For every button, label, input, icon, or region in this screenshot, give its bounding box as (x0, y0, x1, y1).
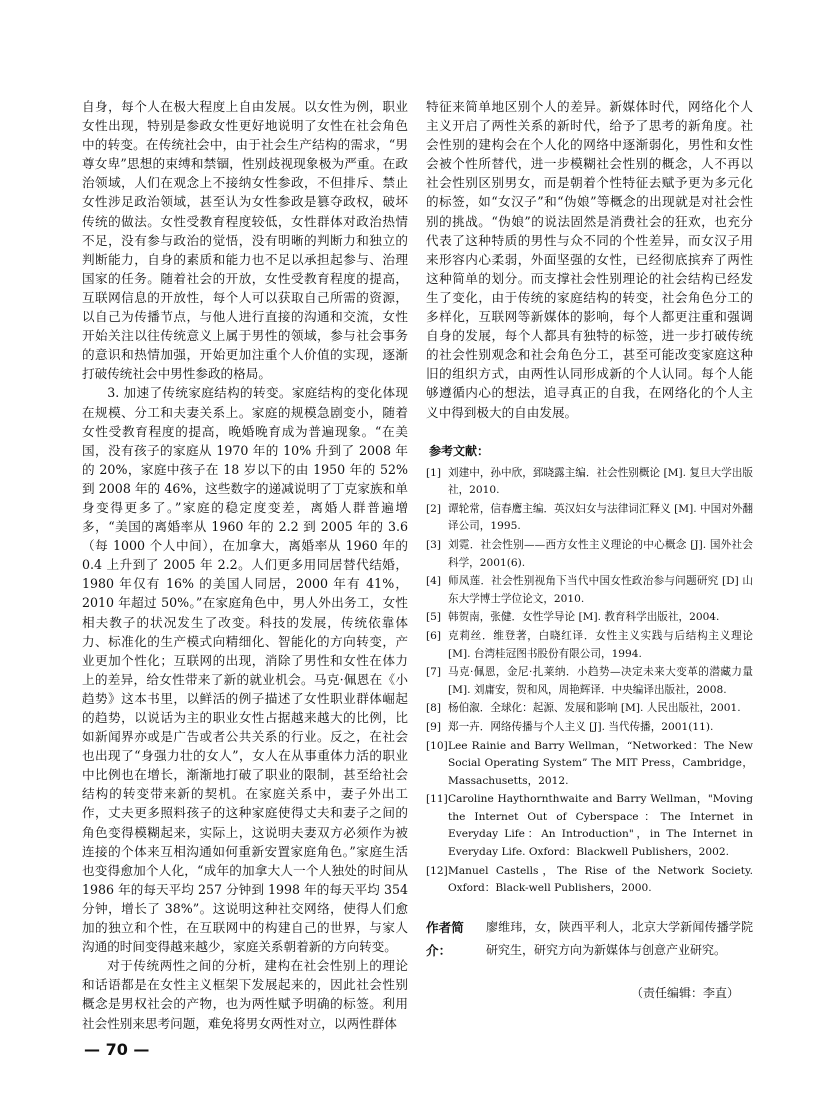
reference-item (426, 791, 753, 861)
reference-number: [12] (426, 864, 448, 877)
reference-text: 谭轮常，信春鹰主编．英汉妇女与法律词汇释义 [M]. 中国对外翻译公司，1995. (448, 502, 753, 533)
author-bio-label: 作者简介： (426, 919, 464, 958)
author-bio-text: 廖维玮，女，陕西平利人，北京大学新闻传播学院研究生，研究方向为新媒体与创意产业研究。 (486, 919, 753, 957)
reference-number: [9] (426, 720, 442, 733)
body-paragraph: 特征来简单地区别个人的差异。新媒体时代，网络化个人主义开启了两性关系的新时代，给予了思考的新角度。社会性别的建构会在个人化的网络中逐渐弱化，男性和女性会被个性所替代，进一步模糊社会性别的概念，人不再以社会性别区别男女，而是朝着个性特征去赋予更为多元化的标签，如“女汉子”和“伪娘”等概念的出现就是对社会性别的挑战。“伪娘”的说法固然是消费社会的狂欢，也充分代表了这种特质的男性与众不同的个性差异，而女汉子用来形容内心柔弱，外面坚强的女性，已经彻底摈弃了两性这种简单的划分。而支撑社会性别理论的社会结构已经发生了变化，由于传统的家庭结构的转变，社会角色分工的多样化，互联网等新媒体的影响，每个人都更注重和强调自身的发展，每个人都具有独特的标签，进一步打破传统的社会性别观念和社会角色分工，甚至可能改变家庭这种旧的组织方式，由两性认同形成新的个人认同。每个人能够遵循内心的想法，追寻真正的自我，在网络化的个人主义中得到极大的自由发展。 (426, 99, 753, 420)
left-column (82, 97, 408, 1033)
reference-number: [10] (426, 739, 448, 752)
reference-text: 刘建中，孙中欣，郅晓露主编．社会性别概论 [M]. 复旦大学出版社，2010. (448, 466, 753, 497)
reference-number: [11] (426, 793, 448, 806)
page-number: — 70 — (84, 1040, 150, 1059)
reference-number: [4] (426, 575, 442, 588)
body-paragraph: 自身，每个人在极大程度上自由发展。以女性为例，职业女性出现，特别是参政女性更好地说明了女性在社会角色中的转变。在传统社会中，由于社会生产结构的需求，“男尊女卑”思想的束缚和禁锢，性别歧视现象极为严重。在政治领域，人们在观念上不接纳女性参政，不但排斥、禁止女性涉足政治领域，甚至认为女性参政是篡夺政权，破坏传统的做法。女性受教育程度较低，女性群体对政治热情不足，没有参与政治的觉悟，没有明晰的判断力和独立的判断能力，自身的素质和能力也不足以承担起参与、治理国家的任务。随着社会的开放，女性受教育程度的提高，互联网信息的开放性，每个人可以获取自己所需的资源，以自己为传播节点，与他人进行直接的沟通和交流，女性开始关注以往传统意义上属于男性的领域，参与社会事务的意识和热情加强，开始更加注重个人价值的实现，逐渐打破传统社会中男性参政的格局。 (82, 99, 408, 382)
reference-item (426, 628, 753, 663)
reference-text: 刘霓．社会性别——西方女性主义理论的中心概念 [J]. 国外社会科学，2001(6). (448, 538, 753, 569)
reference-item (426, 700, 753, 718)
reference-item (426, 664, 753, 699)
reference-item (426, 465, 753, 500)
responsible-editor: （责任编辑：李直） (630, 985, 739, 1000)
reference-item (426, 537, 753, 572)
reference-text: 韩贺南，张健．女性学导论 [M]. 教育科学出版社，2004. (448, 611, 720, 624)
reference-text: Caroline Haythornthwaite and Barry Wellman，"Moving the Internet Out of Cyberspace：The Internet in Everyday Life：An Introduction"，in The Internet in Everyday Life. Oxford：Blackwell Publishers，2002. (448, 793, 753, 859)
reference-item (426, 719, 753, 737)
body-paragraph: 3. 加速了传统家庭结构的转变。家庭结构的变化体现在规模、分工和夫妻关系上。家庭的规模急剧变小，随着女性受教育程度的提高，晚婚晚育成为普遍现象。“在美国，没有孩子的家庭从 1970 年的 10% 升到了 2008 年的 20%，家庭中孩子在 18 岁以下的由 1950 年的 52% 到 2008 年的 46%，这些数字的递减说明了丁克家族和单身变得更多了。”家庭的稳定度变差，离婚人群普遍增多，“美国的离婚率从 1960 年的 2.2 到 2005 年的 3.6（每 1000 个人中间），在加拿大，离婚率从 1960 年的 0.4 上升到了 2005 年 2.2。人们更多用同居替代结婚，1980 年仅有 16% 的美国人同居，2000 年有 41%，2010 年超过 50%。”在家庭角色中，男人外出务工，女性相夫教子的状况发生了改变。科技的发展，传统依靠体力、标准化的生产模式向精细化、智能化的方向转变，产业更加个性化；互联网的出现，消除了男性和女性在体力上的差异，给女性带来了新的就业机会。马克·佩恩在《小趋势》这本书里，以鲜活的例子描述了女性职业群体崛起的趋势，以说话为主的职业女性占据越来越大的比例，比如新闻界亦或是广告或者公共关系的行业。反之，在社会也出现了“身强力壮的女人”，女人在从事重体力活的职业中比例也在增长，渐渐地打破了职业的限制，甚至给社会结构的转变带来新的契机。在家庭关系中，妻子外出工作，丈夫更多照料孩子的这种家庭使得丈夫和妻子之间的角色变得模糊起来，实际上，这说明夫妻双方必须作为被连接的个体来互相沟通如何重新安置家庭角色。”家庭生活也变得愈加个人化，“成年的加拿大人一个人独处的时间从 1986 年的每天平均 257 分钟到 1998 年的每天平均 354 分钟，增长了 38%”。这说明这种社交网络，使得人们愈加的独立和个性，在互联网中的构建自己的世界，与家人沟通的时间变得越来越少，家庭关系朝着新的方向转变。 (82, 385, 408, 955)
reference-item (426, 501, 753, 536)
reference-text: Lee Rainie and Barry Wellman，“Networked：The New Social Operating System” The MIT Press，Cambridge，Massachusetts，2012. (448, 739, 753, 787)
reference-text: 杨伯溆．全球化：起源、发展和影响 [M]. 人民出版社，2001. (448, 702, 741, 715)
reference-text: 马克·佩恩，金尼·扎莱纳．小趋势—决定未来大变革的潜藏力量 [M]. 刘庸安，贺和风，周艳辉译．中央编译出版社，2008. (448, 666, 753, 696)
reference-text: 克莉丝．维登著，白晓红译．女性主义实践与后结构主义理论 [M]. 台湾桂冠图书股份有限公司，1994. (448, 629, 753, 660)
reference-number: [5] (426, 611, 442, 624)
reference-number: [3] (426, 538, 442, 551)
reference-item (426, 738, 753, 791)
references-list (426, 465, 753, 898)
body-paragraph: 对于传统两性之间的分析，建构在社会性别上的理论和话语都是在女性主义框架下发展起来的，因此社会性别概念是男权社会的产物，也为两性赋予明确的标签。利用社会性别来思考问题，难免将男女两性对立，以两性群体 (82, 958, 408, 1031)
author-bio (426, 916, 753, 962)
reference-text: 郑一卉．网络传播与个人主义 [J]. 当代传播，2001(11). (448, 720, 714, 733)
reference-number: [2] (426, 502, 442, 515)
reference-number: [1] (426, 466, 442, 479)
reference-item (426, 609, 753, 627)
reference-number: [7] (426, 666, 442, 679)
reference-text: Manuel Castells，The Rise of the Network Society. Oxford：Black-well Publishers，2000. (448, 864, 753, 895)
reference-number: [8] (426, 702, 442, 715)
reference-number: [6] (426, 629, 442, 642)
reference-text: 师凤莲．社会性别视角下当代中国女性政治参与问题研究 [D] 山东大学博士学位论文，2010. (448, 575, 753, 605)
reference-item (426, 863, 753, 898)
references-heading: 参考文献： (429, 443, 490, 458)
right-column (426, 97, 753, 1001)
reference-item (426, 573, 753, 608)
